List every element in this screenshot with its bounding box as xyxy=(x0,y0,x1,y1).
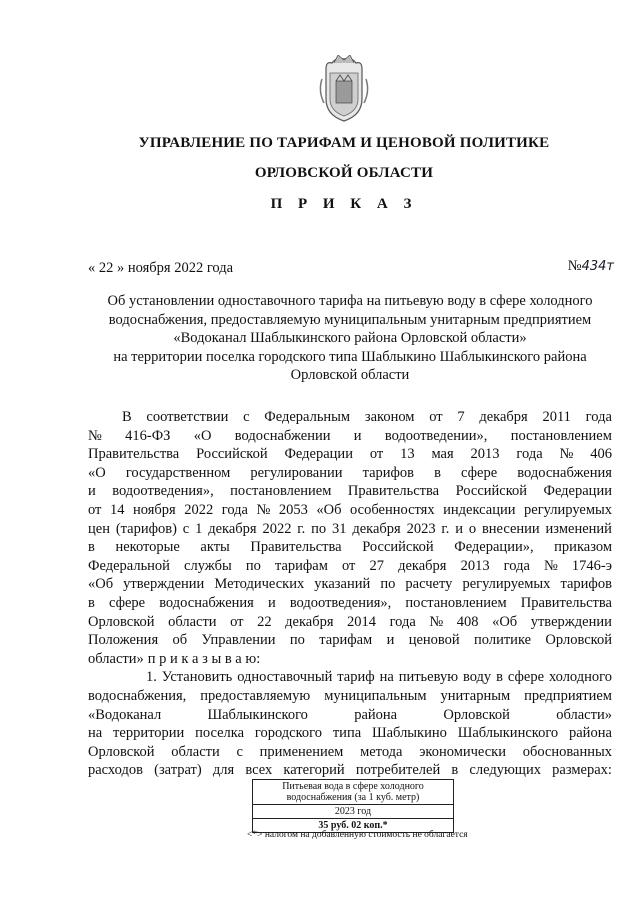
word: и xyxy=(455,520,463,537)
word: приказом xyxy=(554,539,612,556)
text-line xyxy=(88,464,612,483)
word: 408 xyxy=(456,613,479,630)
tariff-value-cell: 35 руб. 02 коп.* xyxy=(253,819,454,833)
word: № xyxy=(88,427,102,444)
word: «Об xyxy=(88,576,114,593)
word: 406 xyxy=(590,446,612,463)
word: Положения xyxy=(88,632,159,649)
word: Федерации», xyxy=(454,539,534,556)
text-line xyxy=(88,650,612,669)
order-subject xyxy=(88,292,612,385)
word: расходов xyxy=(88,762,143,779)
word: тарифов xyxy=(560,576,612,593)
preamble-paragraph xyxy=(88,408,612,668)
word: «Водоканал xyxy=(88,706,162,723)
word: с xyxy=(243,409,250,425)
word: особенностях xyxy=(350,501,435,518)
word: одноставочный xyxy=(237,669,333,686)
text-line xyxy=(88,706,612,725)
text-line xyxy=(88,594,612,613)
word: Правительства xyxy=(520,594,612,611)
word: года xyxy=(503,557,530,574)
word: по xyxy=(380,576,396,593)
tariff-header-cell: Питьевая вода в сфере холодного водоснабжения (за 1 куб. метр) xyxy=(253,780,454,805)
word: указаний xyxy=(314,576,371,593)
word: утверждении xyxy=(530,613,612,630)
word: (затрат) xyxy=(154,762,202,779)
word: от xyxy=(230,613,244,630)
word: 2011 xyxy=(542,409,571,425)
order-date: « 22 » ноября 2022 года xyxy=(88,260,234,276)
item-1-paragraph xyxy=(88,668,612,780)
word: от xyxy=(369,446,384,463)
word: регулируемых xyxy=(462,576,551,593)
number-prefix: № xyxy=(567,258,582,274)
word: Правительства xyxy=(88,446,180,463)
word: 1. xyxy=(146,669,157,686)
word: водоснабжения xyxy=(517,464,612,481)
doc-type-title: П Р И К А З xyxy=(270,196,418,212)
word: В xyxy=(122,409,132,425)
word: постановлением xyxy=(405,594,507,611)
word: (тарифов) xyxy=(115,520,177,537)
word: тариф xyxy=(337,669,375,686)
word: политике xyxy=(474,632,532,649)
word: по xyxy=(289,632,305,649)
subject-line: водоснабжения, предоставляемую муниципальным унитарным предприятием xyxy=(108,311,592,328)
word: 2022 xyxy=(262,520,292,537)
word: года xyxy=(389,613,416,630)
word: индексации xyxy=(443,501,516,518)
word: района xyxy=(569,725,612,742)
word: декабря xyxy=(208,520,257,537)
word: унитарным xyxy=(440,687,511,704)
word: метода xyxy=(360,743,403,760)
word: области xyxy=(168,613,217,630)
word: предприятием xyxy=(524,687,612,704)
subject-line: Орловской области xyxy=(290,367,410,384)
word: Орловской xyxy=(88,613,155,630)
word: акты xyxy=(200,539,230,556)
word: городского xyxy=(254,725,322,742)
word: постановлением xyxy=(510,427,612,444)
word: на xyxy=(88,725,103,742)
word: области xyxy=(171,743,220,760)
word: года xyxy=(516,446,543,463)
text-line xyxy=(88,538,612,557)
word: обоснованных xyxy=(522,743,612,760)
word: и xyxy=(88,483,96,500)
word: декабря xyxy=(285,613,334,630)
org-name-line2: ОРЛОВСКОЙ ОБЛАСТИ xyxy=(254,165,434,181)
order-body xyxy=(88,408,612,780)
word: Шаблыкино xyxy=(371,725,447,742)
word: декабря xyxy=(352,520,401,537)
text-line xyxy=(88,427,612,446)
word: Установить xyxy=(161,669,233,686)
text-line xyxy=(88,668,612,687)
org-name-line1: УПРАВЛЕНИЕ ПО ТАРИФАМ И ЦЕНОВОЙ ПОЛИТИКЕ xyxy=(138,135,550,151)
word: тарифам xyxy=(319,632,373,649)
word: Российской xyxy=(196,446,268,463)
word: 2013 xyxy=(460,557,490,574)
word: сфере xyxy=(507,669,545,686)
word: Федеральным xyxy=(264,409,351,425)
word: в xyxy=(88,539,95,556)
word: области» xyxy=(556,706,612,723)
text-line xyxy=(88,761,612,780)
word: расчету xyxy=(405,576,453,593)
word: 416-ФЗ xyxy=(125,427,171,444)
word: водоснабжении xyxy=(234,427,331,444)
word: от xyxy=(342,557,356,574)
word: по xyxy=(245,557,261,574)
handwritten-number: 434т xyxy=(581,259,614,274)
word: Шаблыкинского xyxy=(457,725,559,742)
word: водоснабжения, xyxy=(88,687,187,704)
word: утверждении xyxy=(123,576,205,593)
word: государственном xyxy=(125,464,231,481)
word: и xyxy=(386,632,395,649)
word: изменений xyxy=(545,520,612,537)
coat-of-arms-icon xyxy=(316,55,372,125)
word: в xyxy=(434,464,441,481)
word: размерах: xyxy=(552,762,612,779)
word: об xyxy=(172,632,188,649)
word: воду xyxy=(462,669,492,686)
word: с xyxy=(182,520,190,537)
word: Орловской xyxy=(88,743,155,760)
word: мая xyxy=(431,446,454,463)
word: 13 xyxy=(400,446,415,463)
word: № xyxy=(256,501,271,518)
text-line xyxy=(88,631,612,650)
word: 31 xyxy=(331,520,347,537)
word: цен xyxy=(88,520,110,537)
word: г. xyxy=(441,520,450,537)
word: Управлении xyxy=(201,632,276,649)
word: для xyxy=(212,762,235,779)
word: 2023 xyxy=(406,520,436,537)
order-number xyxy=(568,258,614,275)
word: от xyxy=(429,409,443,425)
word: потребителей xyxy=(355,762,441,779)
word: «Об xyxy=(492,613,518,630)
word: 27 xyxy=(369,557,384,574)
word: 1 xyxy=(195,520,203,537)
word: сфере xyxy=(108,594,146,611)
tariff-table xyxy=(252,779,454,833)
word: соответствии xyxy=(146,409,229,425)
word: водоотведения», xyxy=(112,483,214,500)
word: Орловской xyxy=(545,632,612,649)
word: № xyxy=(543,557,558,574)
word: холодного xyxy=(548,669,612,686)
word: декабря xyxy=(479,409,528,425)
word: 2014 xyxy=(347,613,377,630)
word: 1746-э xyxy=(571,557,612,574)
word: типа xyxy=(332,725,362,742)
word: о xyxy=(468,520,477,537)
word: некоторые xyxy=(115,539,180,556)
word: Орловской xyxy=(443,706,510,723)
text-line xyxy=(88,501,612,520)
word: 14 xyxy=(109,501,125,518)
word: на xyxy=(379,669,394,686)
word: Правительства xyxy=(250,539,342,556)
word: и xyxy=(267,594,276,611)
word: 2013 xyxy=(470,446,500,463)
text-line xyxy=(88,724,612,743)
text-line xyxy=(88,520,612,539)
word: тарифов xyxy=(362,464,415,481)
word: от xyxy=(88,501,102,518)
word: регулировании xyxy=(250,464,343,481)
word: Методических xyxy=(214,576,305,593)
word: тарифам xyxy=(274,557,328,574)
tariff-year-cell: 2023 год xyxy=(253,805,454,819)
word: и xyxy=(353,427,362,444)
word: сфере xyxy=(461,464,498,481)
word: 2022 xyxy=(184,501,214,518)
word: с xyxy=(236,743,243,760)
word: категорий xyxy=(283,762,345,779)
word: водоотведения», xyxy=(289,594,392,611)
subject-line: Об установлении одноставочного тарифа на питьевую воду в сфере холодного xyxy=(107,293,593,309)
text-line xyxy=(88,482,612,501)
word: года xyxy=(221,501,248,518)
word: поселка xyxy=(195,725,245,742)
word: Федерации xyxy=(284,446,353,463)
word: «О xyxy=(88,464,106,481)
word: ценовой xyxy=(408,632,460,649)
word: в xyxy=(451,762,459,779)
word: всех xyxy=(245,762,273,779)
text-line xyxy=(88,445,612,464)
word: 22 xyxy=(257,613,272,630)
word: в xyxy=(88,594,95,611)
word: в xyxy=(496,669,503,686)
word: постановлением xyxy=(230,483,332,500)
subject-line: «Водоканал Шаблыкинского района Орловской области» xyxy=(173,330,527,347)
text-line xyxy=(88,575,612,594)
word: Шаблыкинского xyxy=(207,706,308,723)
word: предоставляемую xyxy=(200,687,311,704)
word: Российской xyxy=(362,539,434,556)
word: г. xyxy=(297,520,306,537)
word: службы xyxy=(184,557,232,574)
word: Федеральной xyxy=(88,557,170,574)
word: 2053 xyxy=(278,501,308,518)
text-line xyxy=(88,557,612,576)
word: декабря xyxy=(398,557,447,574)
word: водоснабжения xyxy=(159,594,254,611)
word: питьевую xyxy=(398,669,459,686)
word: регулируемых xyxy=(524,501,612,518)
word: законом xyxy=(364,409,415,425)
word: области» xyxy=(88,650,144,667)
word: Российской xyxy=(455,483,528,500)
word: № xyxy=(429,613,444,630)
word: следующих xyxy=(469,762,541,779)
word: муниципальным xyxy=(324,687,427,704)
word: Федерации xyxy=(543,483,612,500)
word: экономически xyxy=(419,743,506,760)
word: Правительства xyxy=(347,483,440,500)
word: района xyxy=(354,706,398,723)
word: «О xyxy=(193,427,212,444)
word: «Об xyxy=(316,501,342,518)
word: по xyxy=(311,520,327,537)
word: водоотведении», xyxy=(384,427,488,444)
text-line xyxy=(88,743,612,762)
text-line xyxy=(88,687,612,706)
word: № xyxy=(559,446,574,463)
word: ноября xyxy=(132,501,176,518)
subject-line: на территории поселка городского типа Шаблыкино Шаблыкинского района xyxy=(113,348,587,365)
word: территории xyxy=(113,725,185,742)
text-line xyxy=(88,613,612,632)
word: внесении xyxy=(481,520,540,537)
word: применением xyxy=(259,743,344,760)
word: 7 xyxy=(457,409,465,425)
footnote: <*> налогом на добавленную стоимость не облагается xyxy=(247,830,468,840)
word: года xyxy=(585,409,612,425)
text-line xyxy=(88,408,612,427)
word: п р и к а з ы в а ю: xyxy=(147,650,261,667)
